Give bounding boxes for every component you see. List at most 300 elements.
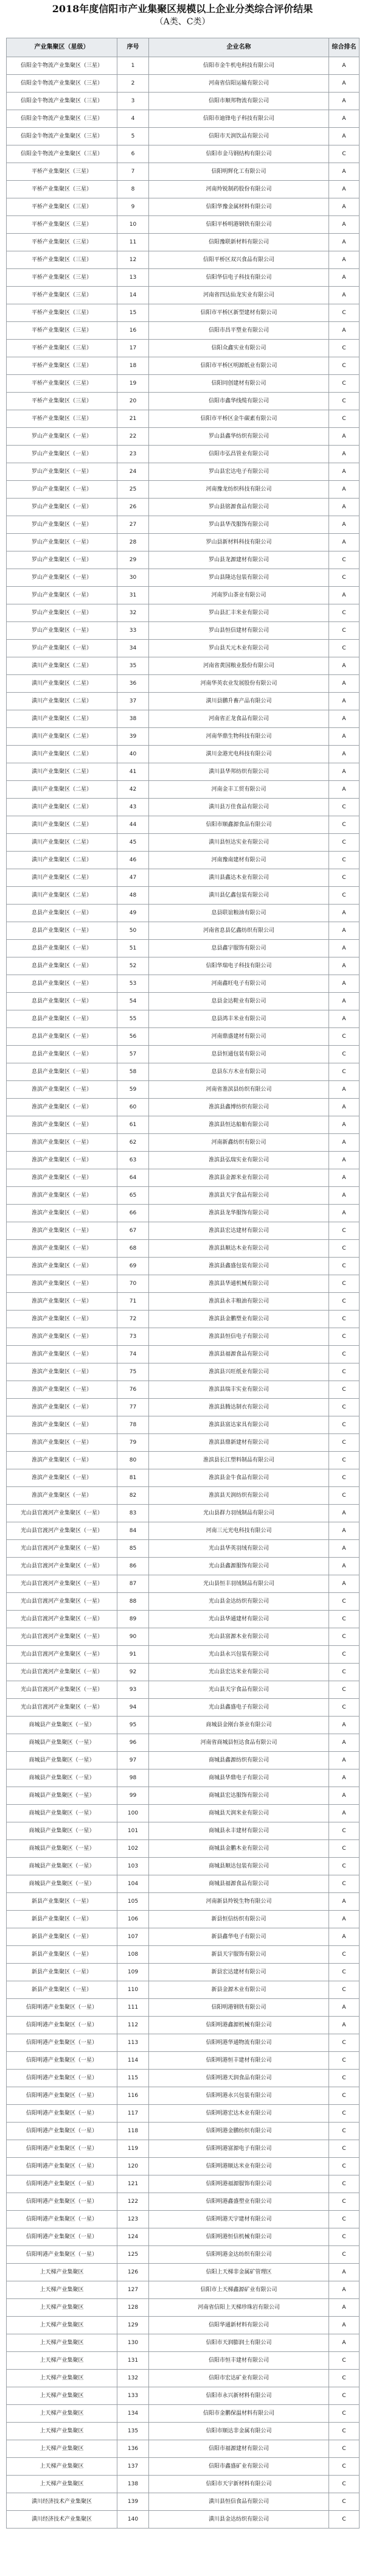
- cell-company: 河南省商城县恒达食品有限公司: [149, 1734, 329, 1752]
- cell-cluster: 平桥产业集聚区（三星）: [7, 163, 117, 181]
- cell-grade: C: [329, 1222, 360, 1240]
- cell-cluster: 光山县官渡河产业集聚区（一星）: [7, 1681, 117, 1699]
- cell-number: 110: [117, 1981, 149, 1999]
- cell-grade: C: [329, 393, 360, 410]
- cell-cluster: 息县产业集聚区（一星）: [7, 905, 117, 922]
- cell-company: 潢川县万佳食品有限公司: [149, 799, 329, 816]
- table-row: [7, 1434, 360, 1452]
- cell-number: 132: [117, 2370, 149, 2387]
- cell-grade: A: [329, 163, 360, 181]
- cell-company: 罗山县汇丰米业有限公司: [149, 604, 329, 622]
- cell-company: 淮滨县福源食品有限公司: [149, 1346, 329, 1363]
- cell-grade: A: [329, 993, 360, 1010]
- cell-company: 河南新县羚锐生物有限公司: [149, 1893, 329, 1911]
- cell-company: 息县金达鞋业有限公司: [149, 993, 329, 1010]
- cell-company: 潢川金港光电科技有限公司: [149, 746, 329, 763]
- cell-grade: A: [329, 481, 360, 499]
- cell-cluster: 平桥产业集聚区（三星）: [7, 269, 117, 287]
- cell-cluster: 淮滨产业集聚区（一星）: [7, 1258, 117, 1275]
- cell-number: 2: [117, 75, 149, 93]
- table-row: [7, 2123, 360, 2140]
- cell-grade: A: [329, 957, 360, 975]
- cell-company: 信阳市平桥区新型建材有限公司: [149, 304, 329, 322]
- cell-cluster: 商城县产业集聚区（一星）: [7, 1822, 117, 1840]
- cell-grade: C: [329, 1469, 360, 1487]
- cell-grade: A: [329, 428, 360, 446]
- cell-cluster: 信阳明港产业集聚区（一星）: [7, 2228, 117, 2246]
- table-row: [7, 2052, 360, 2070]
- cell-company: 河南罗山茶业有限公司: [149, 587, 329, 604]
- cell-grade: C: [329, 2352, 360, 2370]
- cell-grade: C: [329, 2476, 360, 2493]
- table-row: [7, 922, 360, 940]
- cell-company: 淮滨县金源米业有限公司: [149, 1169, 329, 1187]
- cell-number: 107: [117, 1928, 149, 1946]
- cell-number: 54: [117, 993, 149, 1010]
- cell-number: 6: [117, 145, 149, 163]
- cell-cluster: 上天梯产业集聚区: [7, 2387, 117, 2405]
- cell-number: 62: [117, 1134, 149, 1152]
- cell-company: 潢川县恒达实业有限公司: [149, 834, 329, 852]
- cell-number: 92: [117, 1664, 149, 1681]
- table-row: [7, 728, 360, 746]
- table-row: [7, 1911, 360, 1928]
- cell-grade: A: [329, 657, 360, 675]
- cell-number: 108: [117, 1946, 149, 1964]
- table-row: [7, 1222, 360, 1240]
- cell-company: 河南省信阳上天梯珍珠岩有限公司: [149, 2299, 329, 2317]
- table-row: [7, 1505, 360, 1522]
- table-row: [7, 446, 360, 463]
- cell-cluster: 潢川产业集聚区（二星）: [7, 852, 117, 869]
- cell-cluster: 潢川产业集聚区（二星）: [7, 816, 117, 834]
- table-row: [7, 251, 360, 269]
- cell-company: 淮滨县富达家具有限公司: [149, 1416, 329, 1434]
- table-row: [7, 1116, 360, 1134]
- cell-number: 15: [117, 304, 149, 322]
- cell-company: 罗山县宏达电子有限公司: [149, 463, 329, 481]
- cell-grade: C: [329, 2511, 360, 2529]
- cell-cluster: 罗山产业集聚区（一星）: [7, 534, 117, 551]
- cell-number: 83: [117, 1505, 149, 1522]
- cell-cluster: 淮滨产业集聚区（一星）: [7, 1416, 117, 1434]
- cell-grade: C: [329, 1822, 360, 1840]
- table-row: [7, 957, 360, 975]
- cell-cluster: 信阳金牛物流产业集聚区（三星）: [7, 110, 117, 128]
- cell-company: 淮滨县兴旺纸业有限公司: [149, 1363, 329, 1381]
- cell-grade: A: [329, 1505, 360, 1522]
- cell-grade: C: [329, 1628, 360, 1646]
- cell-cluster: 罗山产业集聚区（一星）: [7, 428, 117, 446]
- table-row: [7, 1769, 360, 1787]
- table-row: [7, 816, 360, 834]
- cell-company: 信阳明港富源电子有限公司: [149, 2140, 329, 2158]
- table-row: [7, 1293, 360, 1311]
- cell-company: 淮滨县天宇食品有限公司: [149, 1187, 329, 1205]
- cell-grade: C: [329, 1593, 360, 1611]
- table-row: [7, 1028, 360, 1046]
- table-row: [7, 2087, 360, 2105]
- cell-company: 潢川县金达纺织有限公司: [149, 2511, 329, 2529]
- cell-cluster: 潢川产业集聚区（二星）: [7, 799, 117, 816]
- cell-grade: A: [329, 1911, 360, 1928]
- cell-cluster: 罗山产业集聚区（一星）: [7, 569, 117, 587]
- cell-company: 息县联谊粮油有限公司: [149, 905, 329, 922]
- cell-cluster: 平桥产业集聚区（三星）: [7, 198, 117, 216]
- cell-number: 98: [117, 1769, 149, 1787]
- cell-number: 13: [117, 269, 149, 287]
- table-row: [7, 163, 360, 181]
- table-row: [7, 2423, 360, 2440]
- cell-company: 淮滨县宏达建材有限公司: [149, 1222, 329, 1240]
- cell-number: 73: [117, 1328, 149, 1346]
- cell-number: 5: [117, 128, 149, 145]
- cell-cluster: 光山县官渡河产业集聚区（一星）: [7, 1664, 117, 1681]
- cell-company: 罗山县新材料科技有限公司: [149, 534, 329, 551]
- cell-company: 淮滨县鑫盛包装有限公司: [149, 1258, 329, 1275]
- cell-cluster: 信阳明港产业集聚区（一星）: [7, 2193, 117, 2211]
- cell-number: 44: [117, 816, 149, 834]
- cell-grade: A: [329, 1805, 360, 1822]
- cell-company: 信阳市天润饮品有限公司: [149, 128, 329, 145]
- cell-company: 信阳市金鹏保温材料有限公司: [149, 2405, 329, 2423]
- cell-company: 信阳明港鑫盛塑业有限公司: [149, 2193, 329, 2211]
- cell-cluster: 潢川产业集聚区（二星）: [7, 675, 117, 693]
- cell-cluster: 淮滨产业集聚区（一星）: [7, 1099, 117, 1116]
- table-row: [7, 1681, 360, 1699]
- table-row: [7, 1187, 360, 1205]
- cell-cluster: 息县产业集聚区（一星）: [7, 1046, 117, 1063]
- cell-cluster: 上天梯产业集聚区: [7, 2334, 117, 2352]
- table-row: [7, 2211, 360, 2228]
- cell-cluster: 罗山产业集聚区（一星）: [7, 622, 117, 640]
- table-row: [7, 1893, 360, 1911]
- table-row: [7, 2511, 360, 2529]
- cell-grade: C: [329, 2228, 360, 2246]
- cell-company: 商城县金刚台茶业有限公司: [149, 1717, 329, 1734]
- header-number: 序号: [117, 38, 149, 57]
- cell-company: 淮滨县金牛食品有限公司: [149, 1469, 329, 1487]
- cell-number: 14: [117, 287, 149, 304]
- cell-company: 信阳市平桥区金牛碳素有限公司: [149, 410, 329, 428]
- cell-grade: C: [329, 1328, 360, 1346]
- table-row: [7, 428, 360, 446]
- table-row: [7, 75, 360, 93]
- cell-number: 111: [117, 1999, 149, 2017]
- cell-company: 淮滨县瑞丰实业有限公司: [149, 1381, 329, 1399]
- cell-number: 46: [117, 852, 149, 869]
- cell-number: 102: [117, 1840, 149, 1858]
- table-row: [7, 2352, 360, 2370]
- cell-number: 79: [117, 1434, 149, 1452]
- cell-company: 信阳平桥区双兴食品有限公司: [149, 251, 329, 269]
- cell-cluster: 信阳明港产业集聚区（一星）: [7, 1999, 117, 2017]
- cell-number: 31: [117, 587, 149, 604]
- cell-number: 68: [117, 1240, 149, 1258]
- cell-number: 45: [117, 834, 149, 852]
- cell-grade: A: [329, 1134, 360, 1152]
- cell-cluster: 信阳金牛物流产业集聚区（三星）: [7, 75, 117, 93]
- cell-grade: C: [329, 1063, 360, 1081]
- table-row: [7, 2334, 360, 2352]
- table-row: [7, 110, 360, 128]
- cell-grade: A: [329, 922, 360, 940]
- cell-grade: C: [329, 622, 360, 640]
- cell-number: 16: [117, 322, 149, 340]
- table-row: [7, 2193, 360, 2211]
- cell-company: 罗山县天元木业有限公司: [149, 640, 329, 657]
- cell-cluster: 信阳明港产业集聚区（一星）: [7, 2123, 117, 2140]
- cell-cluster: 上天梯产业集聚区: [7, 2370, 117, 2387]
- cell-grade: C: [329, 852, 360, 869]
- cell-grade: C: [329, 1416, 360, 1434]
- table-row: [7, 834, 360, 852]
- table-row: [7, 2458, 360, 2476]
- cell-number: 11: [117, 234, 149, 251]
- table-row: [7, 1240, 360, 1258]
- cell-grade: C: [329, 1434, 360, 1452]
- cell-number: 116: [117, 2087, 149, 2105]
- table-row: [7, 322, 360, 340]
- table-row: [7, 1717, 360, 1734]
- table-row: [7, 1399, 360, 1416]
- cell-grade: A: [329, 1205, 360, 1222]
- cell-company: 商城县华鼎电子有限公司: [149, 1769, 329, 1787]
- cell-grade: A: [329, 516, 360, 534]
- cell-company: 光山县华英羽绒有限公司: [149, 1540, 329, 1558]
- cell-company: 信阳华通新材料有限公司: [149, 2317, 329, 2334]
- cell-grade: C: [329, 799, 360, 816]
- cell-company: 信阳上天梯非金属矿管理区: [149, 2264, 329, 2281]
- cell-grade: C: [329, 1275, 360, 1293]
- cell-company: 光山县群力羽绒制品有限公司: [149, 1505, 329, 1522]
- cell-grade: C: [329, 410, 360, 428]
- cell-company: 信阳明港恒信机械有限公司: [149, 2228, 329, 2246]
- cell-number: 87: [117, 1575, 149, 1593]
- cell-cluster: 信阳明港产业集聚区（一星）: [7, 2175, 117, 2193]
- cell-cluster: 上天梯产业集聚区: [7, 2440, 117, 2458]
- cell-grade: C: [329, 340, 360, 357]
- cell-number: 10: [117, 216, 149, 234]
- cell-number: 7: [117, 163, 149, 181]
- table-row: [7, 2493, 360, 2511]
- cell-cluster: 淮滨产业集聚区（一星）: [7, 1152, 117, 1169]
- table-row: [7, 1416, 360, 1434]
- cell-grade: C: [329, 2405, 360, 2423]
- cell-number: 125: [117, 2246, 149, 2264]
- cell-cluster: 上天梯产业集聚区: [7, 2352, 117, 2370]
- cell-cluster: 罗山产业集聚区（一星）: [7, 446, 117, 463]
- table-row: [7, 393, 360, 410]
- cell-cluster: 潢川产业集聚区（二星）: [7, 763, 117, 781]
- table-row: [7, 693, 360, 710]
- table-row: [7, 675, 360, 693]
- cell-company: 潢川县鹏升畜产品有限公司: [149, 693, 329, 710]
- cell-grade: C: [329, 887, 360, 905]
- cell-cluster: 淮滨产业集聚区（一星）: [7, 1487, 117, 1505]
- cell-cluster: 新县产业集聚区（一星）: [7, 1911, 117, 1928]
- cell-cluster: 罗山产业集聚区（一星）: [7, 587, 117, 604]
- cell-number: 91: [117, 1646, 149, 1664]
- cell-number: 50: [117, 922, 149, 940]
- table-row: [7, 1999, 360, 2017]
- table-row: [7, 1558, 360, 1575]
- table-row: [7, 2175, 360, 2193]
- cell-cluster: 淮滨产业集聚区（一星）: [7, 1187, 117, 1205]
- cell-company: 罗山县恒信建材有限公司: [149, 622, 329, 640]
- cell-cluster: 潢川产业集聚区（二星）: [7, 728, 117, 746]
- cell-number: 124: [117, 2228, 149, 2246]
- cell-number: 4: [117, 110, 149, 128]
- cell-grade: A: [329, 128, 360, 145]
- cell-grade: C: [329, 2140, 360, 2158]
- cell-number: 78: [117, 1416, 149, 1434]
- cell-company: 信阳市永兴新材料有限公司: [149, 2387, 329, 2405]
- cell-grade: C: [329, 1699, 360, 1717]
- cell-cluster: 潢川经济技术产业集聚区: [7, 2511, 117, 2529]
- table-row: [7, 1381, 360, 1399]
- cell-number: 135: [117, 2423, 149, 2440]
- cell-company: 信阳市天润膨润土有限公司: [149, 2334, 329, 2352]
- cell-cluster: 光山县官渡河产业集聚区（一星）: [7, 1540, 117, 1558]
- cell-company: 新县天宇服饰有限公司: [149, 1946, 329, 1964]
- cell-number: 114: [117, 2052, 149, 2070]
- cell-grade: A: [329, 1999, 360, 2017]
- table-body: [7, 57, 360, 2529]
- cell-company: 光山县宏达米业有限公司: [149, 1664, 329, 1681]
- cell-grade: C: [329, 1363, 360, 1381]
- cell-company: 信阳明港顺达米业有限公司: [149, 2158, 329, 2175]
- table-row: [7, 551, 360, 569]
- cell-company: 光山县华通建材有限公司: [149, 1611, 329, 1628]
- table-row: [7, 1328, 360, 1346]
- cell-number: 32: [117, 604, 149, 622]
- cell-cluster: 淮滨产业集聚区（一星）: [7, 1116, 117, 1134]
- cell-grade: A: [329, 1099, 360, 1116]
- cell-cluster: 平桥产业集聚区（三星）: [7, 357, 117, 375]
- cell-company: 淮滨县鑫博纺织有限公司: [149, 1099, 329, 1116]
- cell-number: 126: [117, 2264, 149, 2281]
- cell-number: 60: [117, 1099, 149, 1116]
- cell-number: 66: [117, 1205, 149, 1222]
- cell-company: 淮滨县长江塑料制品有限公司: [149, 1452, 329, 1469]
- cell-grade: C: [329, 551, 360, 569]
- table-row: [7, 1946, 360, 1964]
- cell-company: 信阳华信电子科技有限公司: [149, 269, 329, 287]
- cell-cluster: 平桥产业集聚区（三星）: [7, 251, 117, 269]
- cell-cluster: 商城县产业集聚区（一星）: [7, 1805, 117, 1822]
- cell-number: 103: [117, 1858, 149, 1875]
- cell-grade: C: [329, 2211, 360, 2228]
- table-row: [7, 622, 360, 640]
- cell-cluster: 信阳明港产业集聚区（一星）: [7, 2211, 117, 2228]
- table-row: [7, 2070, 360, 2087]
- cell-number: 39: [117, 728, 149, 746]
- cell-company: 光山县鑫盛电子有限公司: [149, 1699, 329, 1717]
- table-row: [7, 2405, 360, 2423]
- cell-company: 信阳市宏达矿业有限公司: [149, 2370, 329, 2387]
- cell-number: 3: [117, 93, 149, 110]
- cell-grade: A: [329, 57, 360, 75]
- cell-number: 59: [117, 1081, 149, 1099]
- cell-number: 95: [117, 1717, 149, 1734]
- cell-company: 光山县鑫源服饰有限公司: [149, 1558, 329, 1575]
- cell-grade: C: [329, 2458, 360, 2476]
- cell-grade: A: [329, 693, 360, 710]
- cell-cluster: 息县产业集聚区（一星）: [7, 1010, 117, 1028]
- table-row: [7, 1099, 360, 1116]
- cell-grade: A: [329, 1522, 360, 1540]
- page-title: 2018年度信阳市产业集聚区规模以上企业分类综合评价结果: [52, 3, 313, 15]
- cell-company: 商城县鑫源纺织有限公司: [149, 1752, 329, 1769]
- table-row: [7, 940, 360, 957]
- cell-company: 潢川县华邦纺织有限公司: [149, 763, 329, 781]
- cell-cluster: 息县产业集聚区（一星）: [7, 1063, 117, 1081]
- table-row: [7, 1664, 360, 1681]
- cell-number: 58: [117, 1063, 149, 1081]
- cell-number: 120: [117, 2158, 149, 2175]
- cell-number: 42: [117, 781, 149, 799]
- cell-grade: A: [329, 905, 360, 922]
- cell-grade: C: [329, 2175, 360, 2193]
- cell-cluster: 上天梯产业集聚区: [7, 2458, 117, 2476]
- cell-cluster: 信阳明港产业集聚区（一星）: [7, 2246, 117, 2264]
- cell-number: 127: [117, 2281, 149, 2299]
- cell-company: 信阳明港天润食品有限公司: [149, 2070, 329, 2087]
- cell-number: 33: [117, 622, 149, 640]
- cell-grade: A: [329, 216, 360, 234]
- cell-company: 商城县永丰建材有限公司: [149, 1822, 329, 1840]
- cell-number: 82: [117, 1487, 149, 1505]
- cell-cluster: 罗山产业集聚区（一星）: [7, 551, 117, 569]
- cell-company: 河南豫南建材有限公司: [149, 852, 329, 869]
- cell-grade: A: [329, 2299, 360, 2317]
- cell-cluster: 信阳明港产业集聚区（一星）: [7, 2070, 117, 2087]
- cell-cluster: 淮滨产业集聚区（一星）: [7, 1293, 117, 1311]
- table-row: [7, 1628, 360, 1646]
- table-row: [7, 2264, 360, 2281]
- cell-company: 河南豫龙纺织科技有限公司: [149, 481, 329, 499]
- cell-company: 淮滨县恒达船舶有限公司: [149, 1116, 329, 1134]
- table-row: [7, 1822, 360, 1840]
- table-row: [7, 287, 360, 304]
- cell-cluster: 光山县官渡河产业集聚区（一星）: [7, 1628, 117, 1646]
- cell-company: 新县金源木业有限公司: [149, 1981, 329, 1999]
- cell-number: 137: [117, 2458, 149, 2476]
- cell-company: 淮滨县天润纺织有限公司: [149, 1487, 329, 1505]
- cell-grade: A: [329, 1787, 360, 1805]
- table-row: [7, 869, 360, 887]
- cell-company: 信阳华瑞电子科技有限公司: [149, 957, 329, 975]
- table-row: [7, 1805, 360, 1822]
- table-row: [7, 1063, 360, 1081]
- cell-cluster: 信阳明港产业集聚区（一星）: [7, 2017, 117, 2034]
- cell-grade: C: [329, 640, 360, 657]
- cell-cluster: 信阳明港产业集聚区（一星）: [7, 2140, 117, 2158]
- cell-company: 信阳市金牛机电科技有限公司: [149, 57, 329, 75]
- table-row: [7, 1363, 360, 1381]
- table-row: [7, 2476, 360, 2493]
- cell-company: 河南省息县亿鑫纺织有限公司: [149, 922, 329, 940]
- cell-number: 140: [117, 2511, 149, 2529]
- table-row: [7, 269, 360, 287]
- cell-cluster: 潢川产业集聚区（二星）: [7, 869, 117, 887]
- cell-number: 53: [117, 975, 149, 993]
- cell-cluster: 息县产业集聚区（一星）: [7, 922, 117, 940]
- cell-company: 光山县富源木业有限公司: [149, 1628, 329, 1646]
- table-row: [7, 657, 360, 675]
- cell-cluster: 罗山产业集聚区（一星）: [7, 604, 117, 622]
